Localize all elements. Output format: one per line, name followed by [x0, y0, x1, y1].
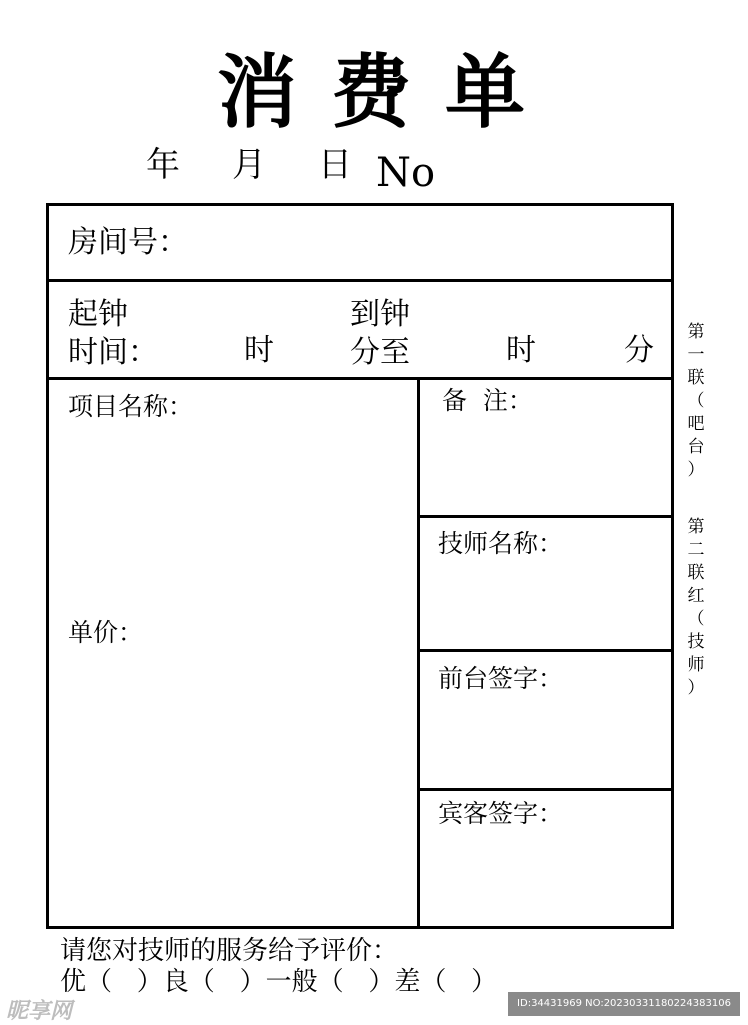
- start-hour-label: 时: [244, 333, 274, 368]
- copy-two-char: 技: [687, 632, 705, 652]
- divider-time: [46, 377, 674, 380]
- copy-one-char: ）: [687, 460, 705, 480]
- title-char-1: 消: [217, 45, 303, 139]
- page-title: [0, 45, 748, 139]
- start-minute-to-label: 分至: [350, 335, 410, 370]
- end-time-label: 到钟: [350, 297, 410, 332]
- technician-name-label: 技师名称：: [438, 529, 564, 558]
- end-hour-label: 时: [506, 333, 536, 368]
- divider-technician: [417, 649, 674, 652]
- rating-options: 优（ ）良（ ）一般（ ）差（ ）: [60, 967, 498, 997]
- title-char-2: 费: [331, 45, 417, 139]
- copy-one-char: 联: [687, 368, 705, 388]
- date-day-label: 日: [318, 145, 352, 185]
- copy-one-note: [686, 324, 706, 485]
- guest-signature-label: 宾客签字：: [438, 799, 564, 828]
- number-label: No: [376, 150, 436, 196]
- copy-two-char: 第: [687, 517, 705, 537]
- copy-two-char: （: [687, 609, 705, 629]
- copy-two-note: [686, 519, 706, 703]
- watermark-id-bar: ID:34431969 NO:20230331180224383106: [508, 992, 740, 1016]
- date-month-label: 月: [232, 145, 266, 185]
- start-time-label-line1: 起钟: [68, 297, 128, 332]
- item-name-label: 项目名称：: [68, 392, 194, 421]
- rating-prompt: 请您对技师的服务给予评价：: [60, 936, 399, 966]
- remark-label: 备 注：: [442, 386, 533, 415]
- watermark-logo: 昵享网: [6, 999, 73, 1024]
- divider-columns: [417, 377, 420, 929]
- copy-one-char: （: [687, 391, 705, 411]
- copy-one-char: 第: [687, 322, 705, 342]
- end-minute-label: 分: [624, 333, 654, 368]
- unit-price-label: 单价：: [68, 618, 144, 647]
- start-time-label-line2: 时间：: [68, 335, 158, 370]
- copy-one-char: 台: [687, 437, 705, 457]
- front-desk-signature-label: 前台签字：: [438, 664, 564, 693]
- divider-remark: [417, 515, 674, 518]
- divider-room: [46, 279, 674, 282]
- title-char-3: 单: [445, 45, 531, 139]
- copy-two-char: ）: [687, 678, 705, 698]
- copy-one-char: 一: [687, 345, 705, 365]
- copy-one-char: 吧: [687, 414, 705, 434]
- copy-two-char: 联: [687, 563, 705, 583]
- room-number-label: 房间号：: [68, 225, 188, 260]
- copy-two-char: 二: [687, 540, 705, 560]
- date-year-label: 年: [146, 145, 180, 185]
- divider-front-desk: [417, 788, 674, 791]
- copy-two-char: 红: [687, 586, 705, 606]
- copy-two-char: 师: [687, 655, 705, 675]
